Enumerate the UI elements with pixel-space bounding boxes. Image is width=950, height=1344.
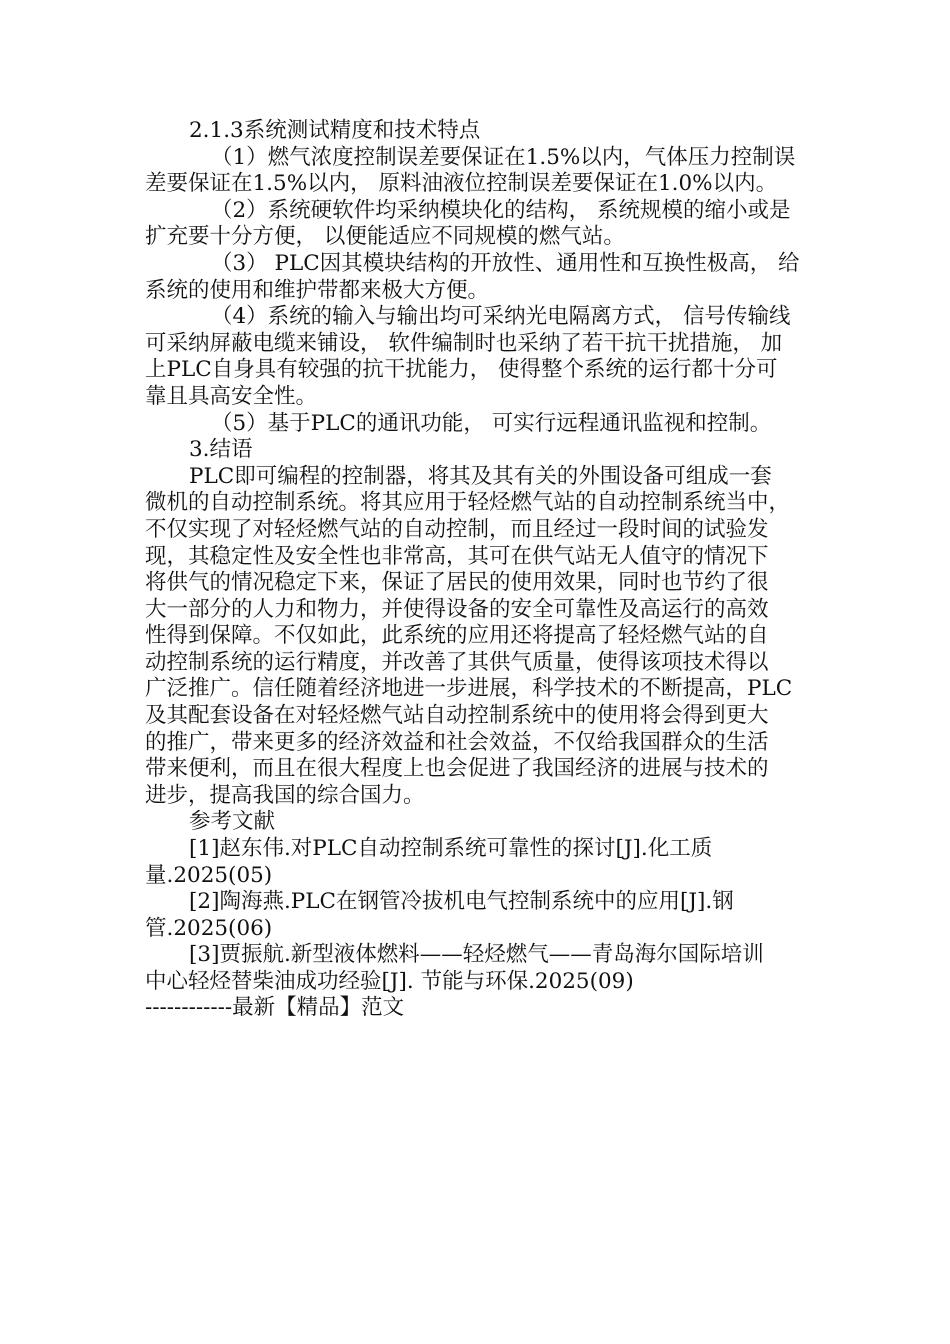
conclusion-line: 的推广，带来更多的经济效益和社会效益，不仅给我国群众的生活 — [145, 729, 769, 755]
feature-4-line-3: 上PLC自身具有较强的抗干扰能力， 使得整个系统的运行都十分可 — [145, 357, 778, 383]
feature-4-line-4: 靠且具高安全性。 — [145, 383, 318, 409]
feature-1-line-1: （1）燃气浓度控制误差要保证在1.5%以内，气体压力控制误 — [211, 144, 796, 170]
feature-3-line-2: 系统的使用和维护带都来极大方便。 — [145, 277, 490, 303]
conclusion-line: 广泛推广。信任随着经济地进一步进展，科学技术的不断提高，PLC — [145, 676, 793, 702]
feature-3-line-1: （3） PLC因其模块结构的开放性、通用性和互换性极高， 给 — [211, 250, 800, 276]
conclusion-line: 及其配套设备在对轻烃燃气站自动控制系统中的使用将会得到更大 — [145, 703, 769, 729]
references-title: 参考文献 — [189, 809, 276, 835]
feature-4-line-2: 可采纳屏蔽电缆来铺设， 软件编制时也采纳了若干抗干扰措施， 加 — [145, 330, 783, 356]
reference-2-line-2: 管.2025(06) — [145, 915, 273, 941]
conclusion-line: 现，其稳定性及安全性也非常高，其可在供气站无人值守的情况下 — [145, 543, 769, 569]
conclusion-line: 微机的自动控制系统。将其应用于轻烃燃气站的自动控制系统当中， — [145, 490, 791, 516]
conclusion-paragraph — [145, 464, 805, 810]
reference-2-line-1: [2]陶海燕.PLC在钢管冷拔机电气控制系统中的应用[J].钢 — [189, 889, 734, 915]
conclusion-line: 带来便利，而且在很大程度上也会促进了我国经济的进展与技术的 — [145, 756, 769, 782]
conclusion-line: 将供气的情况稳定下来，保证了居民的使用效果，同时也节约了很 — [145, 570, 769, 596]
conclusion-line: 不仅实现了对轻烃燃气站的自动控制，而且经过一段时间的试验发 — [145, 516, 769, 542]
reference-3-line-2: 中心轻烃替柴油成功经验[J]. 节能与环保.2025(09) — [145, 969, 634, 994]
feature-1-line-2: 差要保证在1.5%以内， 原料油液位控制误差要保证在1.0%以内。 — [145, 171, 778, 197]
section-title: 2.1.3系统测试精度和技术特点 — [189, 118, 481, 143]
conclusion-line: 性得到保障。不仅如此，此系统的应用还将提高了轻烃燃气站的自 — [145, 623, 769, 649]
reference-3-line-1: [3]贾振航.新型液体燃料——轻烃燃气——青岛海尔国际培训 — [189, 942, 764, 968]
conclusion-line: 进步，提高我国的综合国力。 — [145, 782, 425, 808]
feature-2-line-2: 扩充要十分方便， 以便能适应不同规模的燃气站。 — [145, 224, 625, 250]
feature-5-line-1: （5）基于PLC的通讯功能， 可实行远程通讯监视和控制。 — [211, 410, 772, 436]
feature-4-line-1: （4）系统的输入与输出均可采纳光电隔离方式， 信号传输线 — [211, 304, 791, 330]
conclusion-line: PLC即可编程的控制器，将其及其有关的外围设备可组成一套 — [189, 463, 772, 489]
feature-2-line-1: （2）系统硬软件均采纳模块化的结构， 系统规模的缩小或是 — [211, 197, 791, 223]
document-body — [145, 118, 805, 996]
reference-1-line-1: [1]赵东伟.对PLC自动控制系统可靠性的探讨[J].化工质 — [189, 836, 713, 862]
reference-1-line-2: 量.2025(05) — [145, 862, 273, 888]
footer-label: ------------最新【精品】范文 — [145, 995, 405, 1020]
conclusion-line: 大一部分的人力和物力，并使得设备的安全可靠性及高运行的高效 — [145, 596, 769, 622]
feature-list — [145, 145, 805, 438]
reference-list — [145, 836, 805, 996]
conclusion-line: 动控制系统的运行精度，并改善了其供气质量，使得该项技术得以 — [145, 649, 769, 675]
conclusion-title: 3.结语 — [189, 437, 253, 463]
